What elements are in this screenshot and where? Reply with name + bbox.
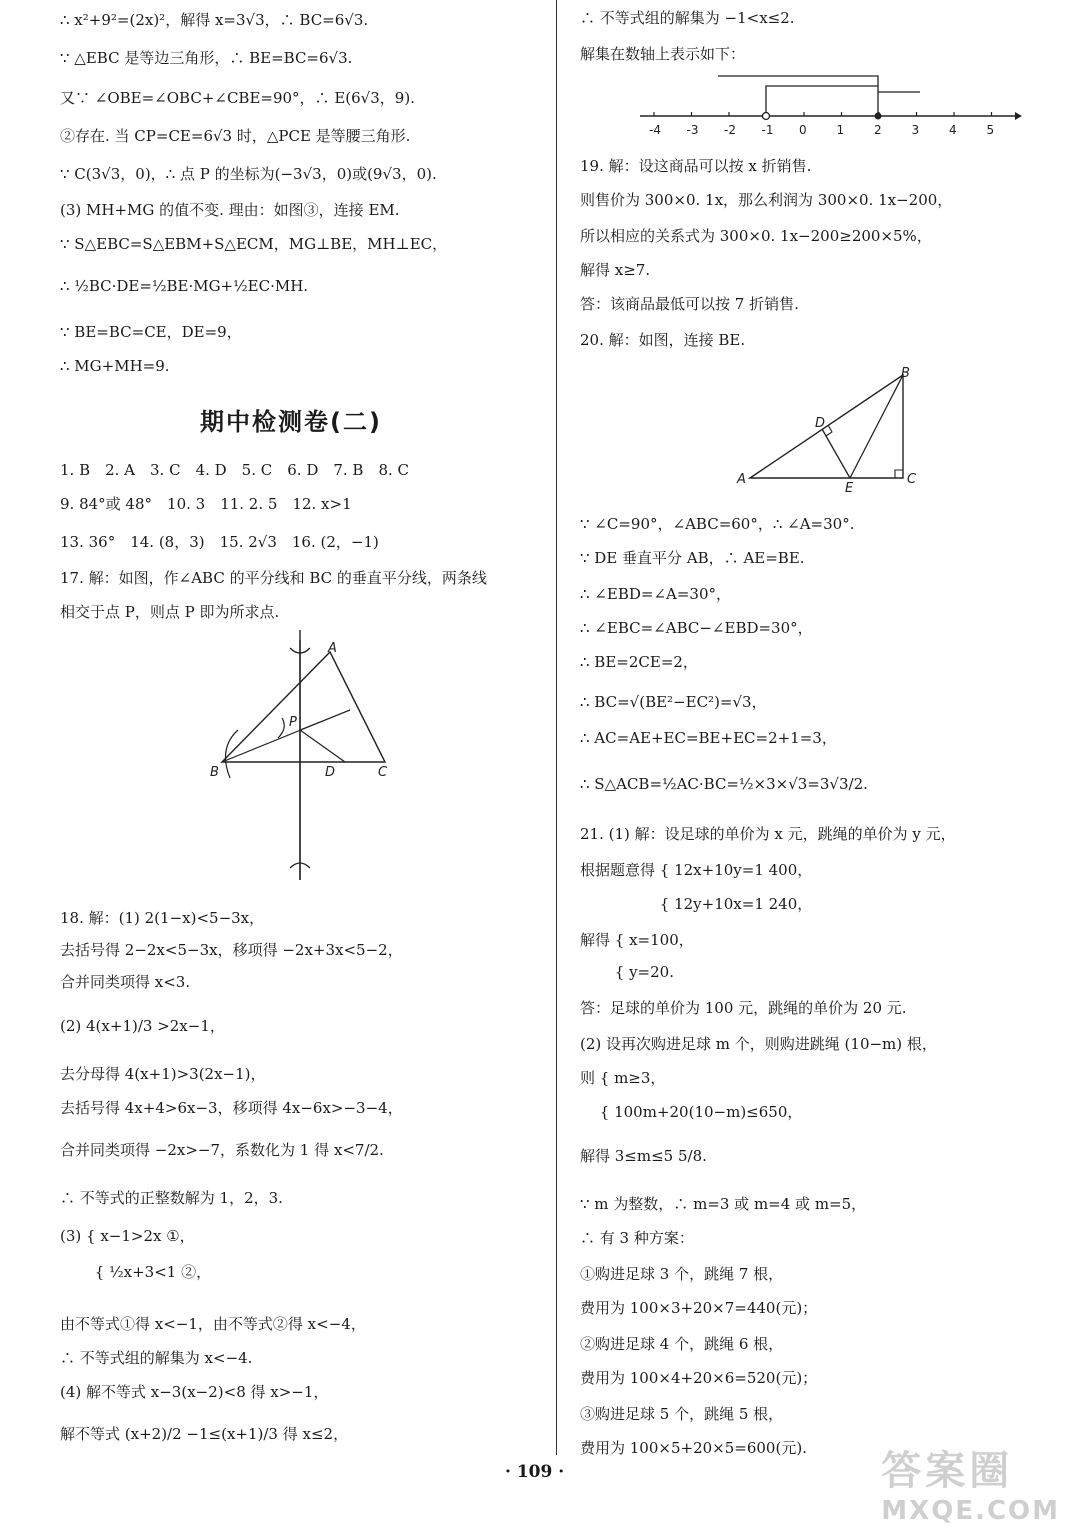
- right-line: ②购进足球 4 个，跳绳 6 根，: [580, 1335, 784, 1353]
- right-line: 费用为 100×5+20×5=600(元).: [580, 1439, 807, 1457]
- right-line: 所以相应的关系式为 300×0. 1x−200≥200×5%，: [580, 227, 932, 245]
- right-line: { y=20.: [580, 963, 674, 981]
- left-line: ②存在. 当 CP=CE=6√3 时，△PCE 是等腰三角形.: [60, 127, 411, 145]
- left-line: 又∵ ∠OBE=∠OBC+∠CBE=90°，∴ E(6√3，9).: [60, 89, 415, 107]
- right-line: ①购进足球 3 个，跳绳 7 根，: [580, 1265, 784, 1283]
- right-line: (2) 设再次购进足球 m 个，则购进跳绳 (10−m) 根，: [580, 1035, 937, 1053]
- number-line-tick-label: 3: [911, 123, 920, 137]
- right-line: 21. (1) 解：设足球的单价为 x 元，跳绳的单价为 y 元，: [580, 825, 956, 843]
- left-line: 1. B 2. A 3. C 4. D 5. C 6. D 7. B 8. C: [60, 461, 409, 479]
- right-line: ∴ BC=√(BE²−EC²)=√3，: [580, 693, 767, 711]
- right-line: 费用为 100×4+20×6=520(元)；: [580, 1369, 818, 1387]
- left-line: (3) MH+MG 的值不变. 理由：如图③，连接 EM.: [60, 201, 400, 219]
- fig17-label-c: C: [378, 765, 388, 780]
- left-line: 相交于点 P，则点 P 即为所求点.: [60, 603, 280, 621]
- right-line: ∴ 有 3 种方案：: [580, 1229, 694, 1247]
- watermark-logo-text: 答案圈: [881, 1448, 1014, 1494]
- closed-endpoint: [875, 113, 882, 120]
- right-line: 19. 解：设这商品可以按 x 折销售.: [580, 157, 812, 175]
- left-line: ∴ 不等式组的解集为 x<−4.: [60, 1349, 253, 1367]
- right-line: ∴ 不等式组的解集为 −1<x≤2.: [580, 9, 795, 27]
- left-line: (4) 解不等式 x−3(x−2)<8 得 x>−1，: [60, 1383, 329, 1401]
- left-line: ∴ x²+9²=(2x)²，解得 x=3√3，∴ BC=6√3.: [60, 11, 369, 29]
- fig20-label-e: E: [845, 481, 854, 495]
- number-line-tick-label: 4: [949, 123, 957, 137]
- fig20-label-a: A: [737, 472, 746, 487]
- left-line: 由不等式①得 x<−1，由不等式②得 x<−4，: [60, 1315, 366, 1333]
- fig17-label-d: D: [325, 765, 336, 780]
- right-line: ③购进足球 5 个，跳绳 5 根，: [580, 1405, 784, 1423]
- fig17-label-p: P: [289, 715, 297, 730]
- right-line: ∴ AC=AE+EC=BE+EC=2+1=3，: [580, 729, 837, 747]
- right-line: ∴ BE=2CE=2，: [580, 653, 698, 671]
- right-line: 答：该商品最低可以按 7 折销售.: [580, 295, 799, 313]
- number-line-tick-label: 5: [986, 123, 995, 137]
- right-line: ∴ ∠EBC=∠ABC−∠EBD=30°，: [580, 619, 813, 637]
- number-line-tick-label: -4: [649, 123, 661, 137]
- number-line-tick-label: -1: [761, 123, 774, 137]
- fig17-label-a: A: [328, 641, 337, 656]
- open-endpoint: [763, 113, 770, 120]
- left-line: ∴ 不等式的正整数解为 1，2，3.: [60, 1189, 283, 1207]
- number-line-tick-label: -2: [724, 123, 736, 137]
- right-line: 20. 解：如图，连接 BE.: [580, 331, 746, 349]
- left-line: 去分母得 4(x+1)>3(2x−1)，: [60, 1065, 266, 1083]
- page-number: · 109 ·: [505, 1462, 565, 1482]
- right-line: 解得 { x=100，: [580, 931, 694, 949]
- left-line: 9. 84°或 48° 10. 3 11. 2. 5 12. x>1: [60, 495, 352, 513]
- fig17-label-b: B: [210, 765, 219, 780]
- watermark: [881, 1439, 1060, 1526]
- right-line: 费用为 100×3+20×7=440(元)；: [580, 1299, 818, 1317]
- right-line: { 12y+10x=1 240，: [580, 895, 813, 913]
- number-line-tick-label: -3: [686, 123, 699, 137]
- right-line: ∴ ∠EBD=∠A=30°，: [580, 585, 732, 603]
- right-line: 则 { m≥3，: [580, 1069, 666, 1087]
- left-line: 18. 解：(1) 2(1−x)<5−3x，: [60, 909, 265, 927]
- left-line: 去括号得 2−2x<5−3x，移项得 −2x+3x<5−2，: [60, 941, 403, 959]
- left-line: ∴ MG+MH=9.: [60, 357, 170, 375]
- left-line: { ½x+3<1 ②，: [60, 1263, 212, 1281]
- left-line: ∴ ½BC·DE=½BE·MG+½EC·MH.: [60, 277, 309, 295]
- right-line: 则售价为 300×0. 1x，那么利润为 300×0. 1x−200，: [580, 191, 953, 209]
- right-line: ∵ DE 垂直平分 AB，∴ AE=BE.: [580, 549, 805, 567]
- fig20-label-d: D: [815, 416, 826, 431]
- number-line: [630, 72, 1030, 142]
- left-line: 解不等式 (x+2)/2 −1≤(x+1)/3 得 x≤2，: [60, 1425, 349, 1443]
- right-line: { 100m+20(10−m)≤650，: [580, 1103, 803, 1121]
- left-line: 去括号得 4x+4>6x−3，移项得 4x−6x>−3−4，: [60, 1099, 403, 1117]
- left-line: 合并同类项得 −2x>−7，系数化为 1 得 x<7/2.: [60, 1141, 384, 1159]
- left-line: (3) { x−1>2x ①，: [60, 1227, 195, 1245]
- right-line: ∵ m 为整数，∴ m=3 或 m=4 或 m=5，: [580, 1195, 867, 1213]
- left-line: 13. 36° 14. (8，3) 15. 2√3 16. (2，−1): [60, 533, 379, 551]
- number-line-tick-label: 1: [836, 123, 845, 137]
- right-line: ∵ ∠C=90°，∠ABC=60°，∴ ∠A=30°.: [580, 515, 855, 533]
- left-line: 17. 解：如图，作∠ABC 的平分线和 BC 的垂直平分线，两条线: [60, 569, 487, 587]
- right-line: 解得 3≤m≤5 5/8.: [580, 1147, 707, 1165]
- left-line: ∵ BE=BC=CE，DE=9，: [60, 323, 242, 341]
- figure-17-triangle: [200, 630, 410, 890]
- left-line: ∵ C(3√3，0)，∴ 点 P 的坐标为(−3√3，0)或(9√3，0).: [60, 165, 437, 183]
- fig20-label-b: B: [901, 366, 910, 381]
- watermark-url: MXQE.COM: [881, 1496, 1060, 1526]
- column-divider: [556, 0, 557, 1455]
- number-line-tick-label: 0: [799, 123, 807, 137]
- fig20-label-c: C: [907, 472, 917, 487]
- left-line: ∵ S△EBC=S△EBM+S△ECM，MG⊥BE，MH⊥EC，: [60, 235, 448, 253]
- left-line: ∵ △EBC 是等边三角形，∴ BE=BC=6√3.: [60, 49, 353, 67]
- section-title: 期中检测卷(二): [200, 408, 382, 436]
- left-line: 合并同类项得 x<3.: [60, 973, 191, 991]
- right-line: 解得 x≥7.: [580, 261, 651, 279]
- right-line: 解集在数轴上表示如下：: [580, 45, 746, 63]
- right-line: 根据题意得 { 12x+10y=1 400，: [580, 861, 813, 879]
- right-line: ∴ S△ACB=½AC·BC=½×3×√3=3√3/2.: [580, 775, 868, 793]
- right-line: 答：足球的单价为 100 元，跳绳的单价为 20 元.: [580, 999, 907, 1017]
- number-line-tick-label: 2: [874, 123, 882, 137]
- left-line: (2) 4(x+1)/3 >2x−1，: [60, 1017, 225, 1035]
- figure-20-triangle: [735, 365, 925, 495]
